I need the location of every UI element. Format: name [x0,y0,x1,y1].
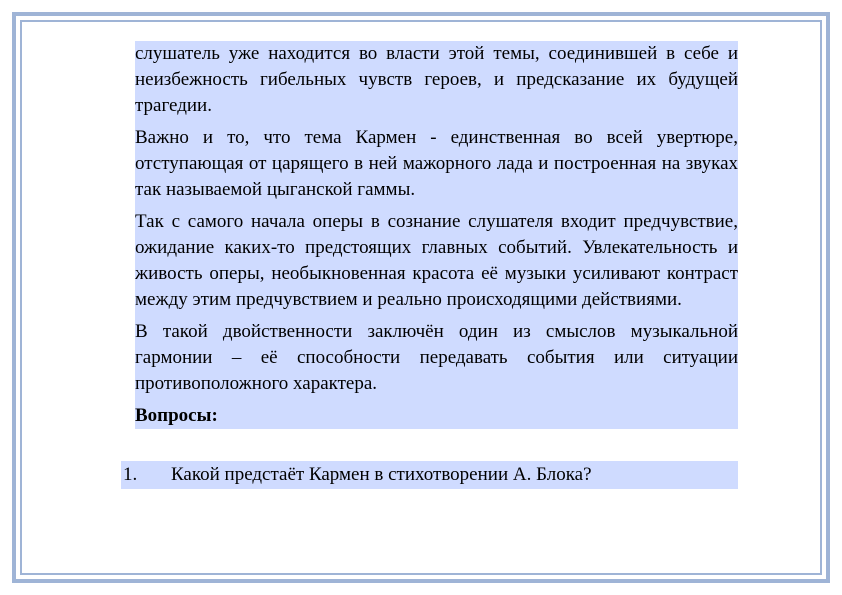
paragraph-3: Так с самого начала оперы в сознание слушателя входит предчувствие, ожидание каких-то предстоящих главных событий. Увлекательность и живость оперы, необыкновенная красота её музыки усиливают контраст между этим предчувствием и реально происходящими действиями. [135,211,738,310]
questions-heading: Вопросы: [135,405,218,426]
question-item [121,461,738,489]
question-text: Какой предстаёт Кармен в стихотворении А. Блока? [171,464,592,485]
paragraph-4: В такой двойственности заключён один из смыслов музыкальной гармонии – её способности передавать события или ситуации противоположного характера. [135,321,738,394]
paragraph-1: слушатель уже находится во власти этой темы, соединившей в себе и неизбежность гибельных чувств героев, и предсказание их будущей трагедии. [135,43,738,116]
highlighted-text-block [135,41,738,429]
question-number: 1. [123,464,138,485]
paragraph-2: Важно и то, что тема Кармен - единственная во всей увертюре, отступающая от царящего в ней мажорного лада и построенная на звуках так называемой цыганской гаммы. [135,127,738,200]
